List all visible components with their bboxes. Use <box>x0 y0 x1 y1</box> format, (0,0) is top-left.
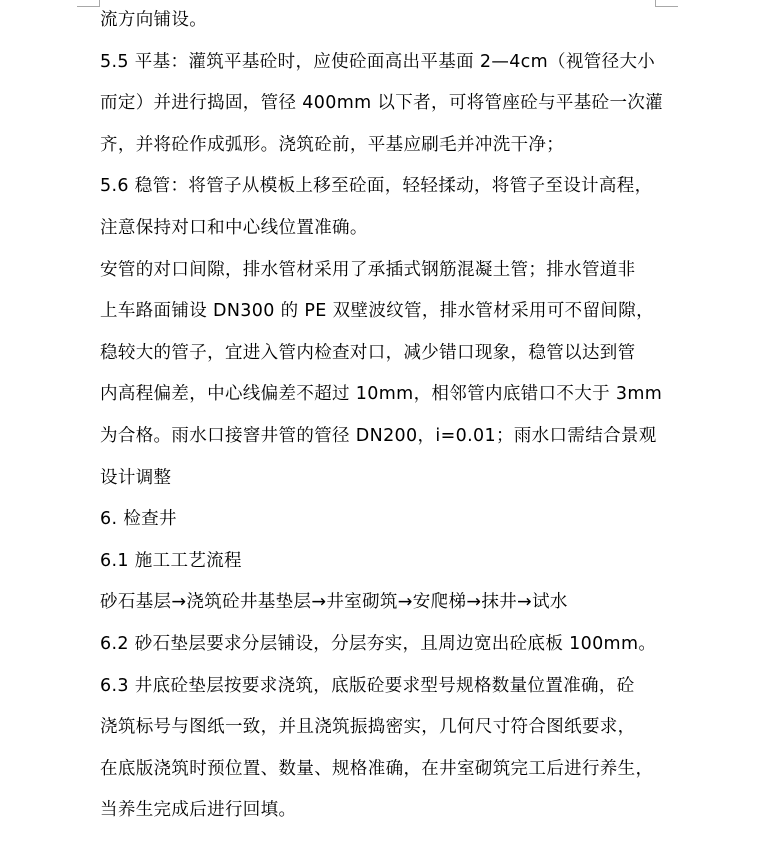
text-line: 当养生完成后进行回填。 <box>100 800 297 821</box>
process-flow-line: 砂石基层→浇筑砼井基垫层→井室砌筑→安爬梯→抹井→试水 <box>100 592 568 613</box>
section-heading: 6. 检查井 <box>100 509 177 530</box>
text-line: 稳较大的管子，宜进入管内检查对口，减少错口现象，稳管以达到管 <box>100 342 636 363</box>
text-line: 在底版浇筑时预位置、数量、规格准确，在井室砌筑完工后进行养生， <box>100 758 654 779</box>
text-line: 上车路面铺设 DN300 的 PE 双壁波纹管，排水管材采用可不留间隙， <box>100 301 654 322</box>
document-body <box>100 10 670 842</box>
page-corner-mark-left <box>77 0 100 7</box>
text-line: 为合格。雨水口接窨井管的管径 DN200，i=0.01；雨水口需结合景观 <box>100 425 657 446</box>
text-line: 6.3 井底砼垫层按要求浇筑，底版砼要求型号规格数量位置准确，砼 <box>100 675 635 696</box>
text-line: 齐，并将砼作成弧形。浇筑砼前，平基应刷毛并冲洗干净； <box>100 134 565 155</box>
text-line: 注意保持对口和中心线位置准确。 <box>100 217 368 238</box>
text-line: 设计调整 <box>100 467 172 488</box>
text-line: 内高程偏差，中心线偏差不超过 10mm，相邻管内底错口不大于 3mm <box>100 384 663 405</box>
text-line: 5.6 稳管：将管子从模板上移至砼面，轻轻揉动，将管子至设计高程， <box>100 176 653 197</box>
text-line: 6.2 砂石垫层要求分层铺设，分层夯实，且周边宽出砼底板 100mm。 <box>100 633 657 654</box>
text-line: 而定）并进行捣固，管径 400mm 以下者，可将管座砼与平基砼一次灌 <box>100 93 664 114</box>
text-line: 流方向铺设。 <box>100 10 208 30</box>
subsection-heading: 6.1 施工工艺流程 <box>100 550 242 571</box>
text-line: 5.5 平基：灌筑平基砼时，应使砼面高出平基面 2—4cm（视管径大小 <box>100 51 656 72</box>
text-line: 浇筑标号与图纸一致，并且浇筑振捣密实，几何尺寸符合图纸要求， <box>100 717 636 738</box>
page-corner-mark-right <box>655 0 678 7</box>
text-line: 安管的对口间隙，排水管材采用了承插式钢筋混凝土管；排水管道非 <box>100 259 636 280</box>
